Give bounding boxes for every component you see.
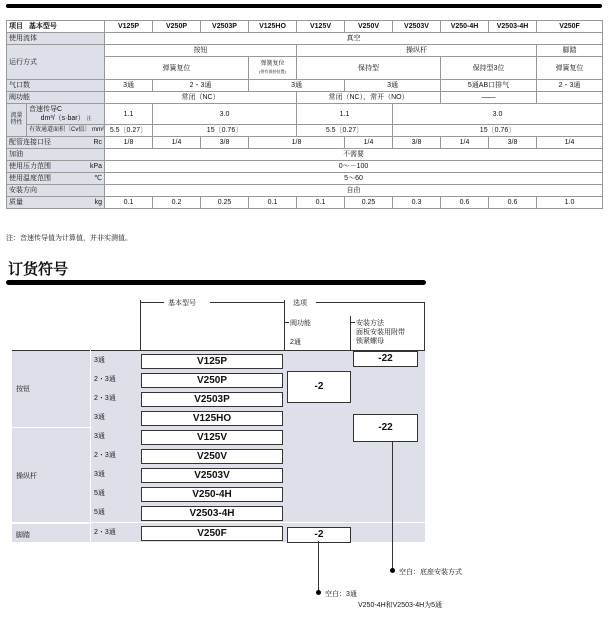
- op-pedal: 脚踏: [537, 45, 603, 57]
- blank-func-note1: 空白：3通: [325, 591, 357, 598]
- ports-value: 2・3通: [153, 80, 249, 92]
- base-top-line-a: [140, 302, 164, 303]
- base-right-line: [284, 300, 285, 350]
- model-col: V125HO: [249, 21, 297, 33]
- mass-value: 1.0: [537, 197, 603, 209]
- op-spring: 弹簧复位: [105, 57, 249, 80]
- pipe-value: 1/8: [249, 137, 345, 149]
- func-tick: [284, 322, 289, 323]
- flow-cv-value: 15〔0.76〕: [153, 125, 297, 137]
- oil-row: [7, 149, 603, 161]
- func-sub: 2通: [290, 339, 301, 346]
- order-row-ports: 3通: [94, 433, 105, 440]
- model-col: V250P: [153, 21, 201, 33]
- model-code-box: V125V: [141, 430, 283, 445]
- mass-label-cell: [7, 197, 105, 209]
- flow-cv-value: 5.5〔0.27〕: [297, 125, 393, 137]
- pressure-label: 使用压力范围: [9, 163, 51, 170]
- order-row-ports: 5通: [94, 509, 105, 516]
- model-code-box: V250V: [141, 449, 283, 464]
- order-row-ports: 3通: [94, 414, 105, 421]
- mass-value: 0.1: [105, 197, 153, 209]
- model-code-box: V2503V: [141, 468, 283, 483]
- pipe-value: 3/8: [201, 137, 249, 149]
- mass-value: 0.1: [249, 197, 297, 209]
- order-row-ports: 3通: [94, 357, 105, 364]
- op-spring-lock-note: (带有保持装置): [259, 68, 286, 74]
- top-rule: [6, 4, 602, 8]
- flow-cv-value: 5.5〔0.27〕: [105, 125, 153, 137]
- model-code-box: V125HO: [141, 411, 283, 426]
- fluid-label: 使用流体: [7, 33, 105, 45]
- valve-func-label: 阀功能: [7, 92, 105, 104]
- group-lever: 操纵杆: [16, 473, 37, 480]
- model-col: V125P: [105, 21, 153, 33]
- pipe-value: 1/4: [345, 137, 393, 149]
- pipe-label-cell: [7, 137, 105, 149]
- mount-value: 自由: [105, 185, 603, 197]
- ports-value: 3通: [249, 80, 345, 92]
- order-row-ports: 5通: [94, 490, 105, 497]
- blank-func-note2: V250-4H和V2503-4H为5通: [358, 602, 443, 609]
- op-spring-lock: 弹簧复位: [260, 60, 285, 67]
- header-base: 基本型号: [28, 23, 57, 30]
- flow-c-row: [7, 104, 603, 125]
- flow-c-label: 音速传导C: [29, 105, 63, 113]
- valve-func-blank: [537, 92, 603, 104]
- group-sep: [12, 523, 92, 524]
- pipe-value: 3/8: [489, 137, 537, 149]
- model-col: V250V: [345, 21, 393, 33]
- operation-row-a: [7, 45, 603, 57]
- order-row-ports: 2・3通: [94, 529, 116, 536]
- option-right-line: [424, 302, 425, 350]
- fluid-value: 真空: [105, 33, 603, 45]
- ports-value: 3通: [105, 80, 153, 92]
- pressure-row: [7, 161, 603, 173]
- blank-mount-note: 空白：底座安装方式: [399, 569, 462, 576]
- order-row-ports: 2・3通: [94, 376, 116, 383]
- model-code-box: V250F: [141, 526, 283, 541]
- oil-value: 不需要: [105, 149, 603, 161]
- mass-value: 0.1: [297, 197, 345, 209]
- ports-row: [7, 80, 603, 92]
- option-top-line: [316, 302, 424, 303]
- temp-unit: ℃: [94, 175, 103, 182]
- spec-note: 注：音速传导值为计算值，并非实测值。: [6, 235, 132, 242]
- fluid-row: [7, 33, 603, 45]
- flow-c-value: 1.1: [297, 104, 393, 125]
- valve-func-dash: ——: [441, 92, 537, 104]
- flow-c-value: 3.0: [153, 104, 297, 125]
- spec-header-row: [7, 21, 603, 33]
- model-col: V250-4H: [441, 21, 489, 33]
- header-item-cell: [7, 21, 105, 33]
- func-code-box: -2: [287, 371, 351, 403]
- mass-value: 0.6: [441, 197, 489, 209]
- model-col: V125V: [297, 21, 345, 33]
- mount-code-box: -22: [353, 414, 418, 442]
- temp-value: 5～60: [105, 173, 603, 185]
- order-row-ports: 3通: [94, 471, 105, 478]
- mount-label: 安装方向: [7, 185, 105, 197]
- model-code-box: V250P: [141, 373, 283, 388]
- order-title: 订货符号: [8, 261, 69, 278]
- model-col: V2503P: [201, 21, 249, 33]
- mass-row: [7, 197, 603, 209]
- flow-cv-label: 有效通道面积〔Cv值〕 mm²: [27, 125, 105, 137]
- mass-value: 0.3: [393, 197, 441, 209]
- group-sep: [12, 427, 92, 428]
- pipe-row: [7, 137, 603, 149]
- header-item: 项目: [9, 23, 23, 30]
- flow-c-value: 3.0: [393, 104, 603, 125]
- func-callout-line: [318, 541, 319, 593]
- mass-label: 质量: [9, 199, 23, 206]
- model-code-box: V250-4H: [141, 487, 283, 502]
- model-col: V250F: [537, 21, 603, 33]
- flow-c-cell: [27, 104, 105, 125]
- mount-row: [7, 185, 603, 197]
- valve-func-row: [7, 92, 603, 104]
- model-code-box: V2503P: [141, 392, 283, 407]
- op-spring-lock-cell: [249, 57, 297, 80]
- ports-value: 2・3通: [537, 80, 603, 92]
- temp-row: [7, 173, 603, 185]
- valve-func-nc: 常闭（NC）: [105, 92, 297, 104]
- mount-callout-line: [392, 441, 393, 571]
- pressure-unit: kPa: [89, 163, 103, 170]
- flow-cv-row: [7, 125, 603, 137]
- group-button: 按钮: [16, 386, 30, 393]
- op-button: 按钮: [105, 45, 297, 57]
- mass-value: 0.25: [345, 197, 393, 209]
- flow-c-unit: dm³/（s·bar）: [40, 114, 85, 122]
- ports-value: 5通AB口排气: [441, 80, 537, 92]
- flow-cv-value: 15〔0.76〕: [393, 125, 603, 137]
- mount-sub2: 锁紧螺母: [356, 338, 384, 345]
- temp-label: 使用温度范围: [9, 175, 51, 182]
- mass-value: 0.25: [201, 197, 249, 209]
- pressure-label-cell: [7, 161, 105, 173]
- mass-value: 0.6: [489, 197, 537, 209]
- mount-sub1: 面板安装用附带: [356, 329, 405, 336]
- ports-label: 气口数: [7, 80, 105, 92]
- pipe-value: 1/4: [441, 137, 489, 149]
- mount-label: 安装方法: [356, 320, 384, 327]
- group-pedal: 脚踏: [16, 532, 30, 539]
- order-row-ports: 2・3通: [94, 452, 116, 459]
- mount-tick: [350, 322, 355, 323]
- group-col-sep: [90, 350, 91, 543]
- flow-c-value: 1.1: [105, 104, 153, 125]
- model-code-box: V125P: [141, 354, 283, 369]
- pipe-label: 配管连接口径: [9, 139, 51, 146]
- temp-label-cell: [7, 173, 105, 185]
- pipe-value: 3/8: [393, 137, 441, 149]
- op-hold: 保持型: [297, 57, 441, 80]
- flow-label: 流量特性: [7, 104, 27, 137]
- pipe-value: 1/8: [105, 137, 153, 149]
- func-code-box: -2: [287, 527, 351, 543]
- mount-callout-dot: [390, 568, 395, 573]
- operation-label: 运行方式: [7, 45, 105, 80]
- option-label: 选项: [293, 300, 307, 307]
- valve-func-ncno: 常闭（NC）、常开（NO）: [297, 92, 441, 104]
- op-lever: 操纵杆: [297, 45, 537, 57]
- base-left-line: [140, 300, 141, 350]
- order-row-ports: 2・3通: [94, 395, 116, 402]
- base-top-line-b: [210, 302, 284, 303]
- model-col: V2503V: [393, 21, 441, 33]
- mass-unit: kg: [94, 199, 103, 206]
- model-code-box: V2503-4H: [141, 506, 283, 521]
- mount-code-box: -22: [353, 351, 418, 367]
- oil-label: 加油: [7, 149, 105, 161]
- op-spring2: 弹簧复位: [537, 57, 603, 80]
- spec-table: [6, 20, 603, 209]
- pipe-value: 1/4: [153, 137, 201, 149]
- pressure-value: 0～－100: [105, 161, 603, 173]
- order-rule: [6, 280, 426, 285]
- order-row-divider: [12, 542, 425, 543]
- model-col: V2503-4H: [489, 21, 537, 33]
- flow-c-note: 注: [86, 115, 92, 122]
- pipe-unit: Rc: [93, 139, 103, 146]
- func-label: 阀功能: [290, 320, 311, 327]
- func-callout-dot: [316, 590, 321, 595]
- pipe-value: 1/4: [537, 137, 603, 149]
- base-label: 基本型号: [168, 300, 196, 307]
- ports-value: 3通: [345, 80, 441, 92]
- op-hold3: 保持型3位: [441, 57, 537, 80]
- mass-value: 0.2: [153, 197, 201, 209]
